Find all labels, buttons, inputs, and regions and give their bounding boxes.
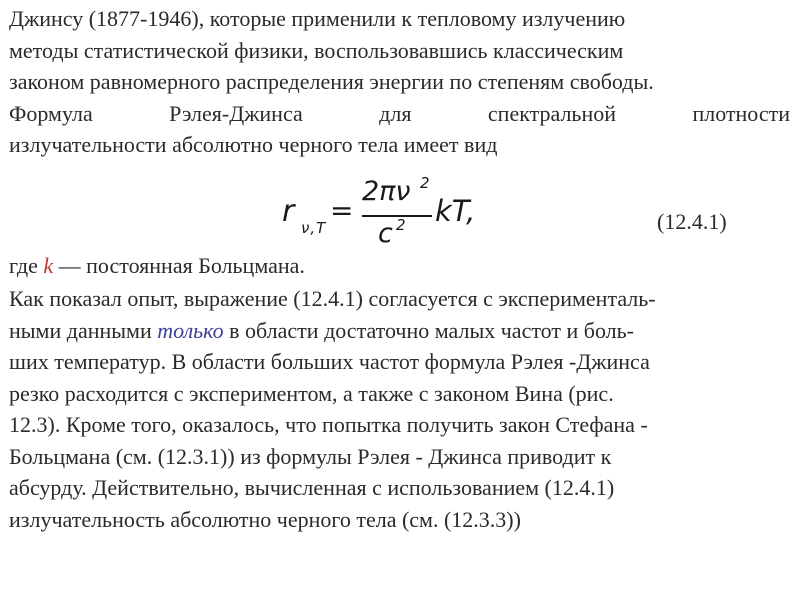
- formula-denominator: c: [378, 218, 393, 249]
- body-line-7: абсурду. Действительно, вычисленная с использованием (12.4.1): [9, 475, 615, 500]
- formula-denominator-exponent: 2: [396, 216, 406, 234]
- formula-numerator-exponent: 2: [420, 174, 430, 192]
- boltzmann-symbol: k: [43, 253, 54, 278]
- body-line-6: Больцмана (см. (12.3.1)) из формулы Рэлея - Джинса приводит к: [9, 443, 612, 469]
- intro-paragraph: [9, 3, 790, 161]
- body-paragraph: [9, 283, 790, 535]
- where-suffix: — постоянная Больцмана.: [53, 253, 305, 278]
- where-prefix: где: [9, 253, 44, 278]
- where-paragraph: [9, 250, 790, 282]
- body-line-4: резко расходится с экспериментом, а также с законом Вина (рис.: [9, 380, 614, 406]
- body-line-5: 12.3). Кроме того, оказалось, что попытка получить закон Стефана -: [9, 412, 648, 437]
- formula-lhs: r: [282, 194, 295, 229]
- body-line-2-start: ными данными: [9, 317, 158, 343]
- intro-line-3: законом равномерного распределения энергии по степеням свободы.: [9, 69, 654, 94]
- where-line: [9, 250, 790, 282]
- intro-line-5: излучательности абсолютно черного тела имеет вид: [9, 132, 498, 157]
- intro-line-2: методы статистической физики, воспользовавшись классическим: [9, 37, 624, 63]
- body-line-2-end: в области достаточно малых частот и боль-: [223, 317, 634, 343]
- body-line-3: ших температур. В области больших частот формула Рэлея -Джинса: [9, 349, 650, 374]
- formula-factor: kT,: [435, 194, 476, 228]
- formula-numerator: 2πν: [362, 176, 411, 207]
- body-line-1: Как показал опыт, выражение (12.4.1) согласуется с эксперименталь-: [9, 286, 656, 311]
- rayleigh-jeans-formula: [282, 176, 542, 254]
- intro-line-4: Формула Рэлея-Джинса для спектральной плотности: [9, 100, 790, 126]
- formula-lhs-subscript: ν,T: [301, 219, 327, 237]
- body-line-8: излучательность абсолютно черного тела (см. (12.3.3)): [9, 506, 521, 532]
- body-line-2: [9, 315, 790, 347]
- emphasis-word: только: [157, 317, 224, 343]
- equation-number: (12.4.1): [657, 209, 727, 234]
- formula-equals: =: [330, 194, 354, 227]
- intro-line-1: Джинсу (1877-1946), которые применили к тепловому излучению: [9, 6, 626, 31]
